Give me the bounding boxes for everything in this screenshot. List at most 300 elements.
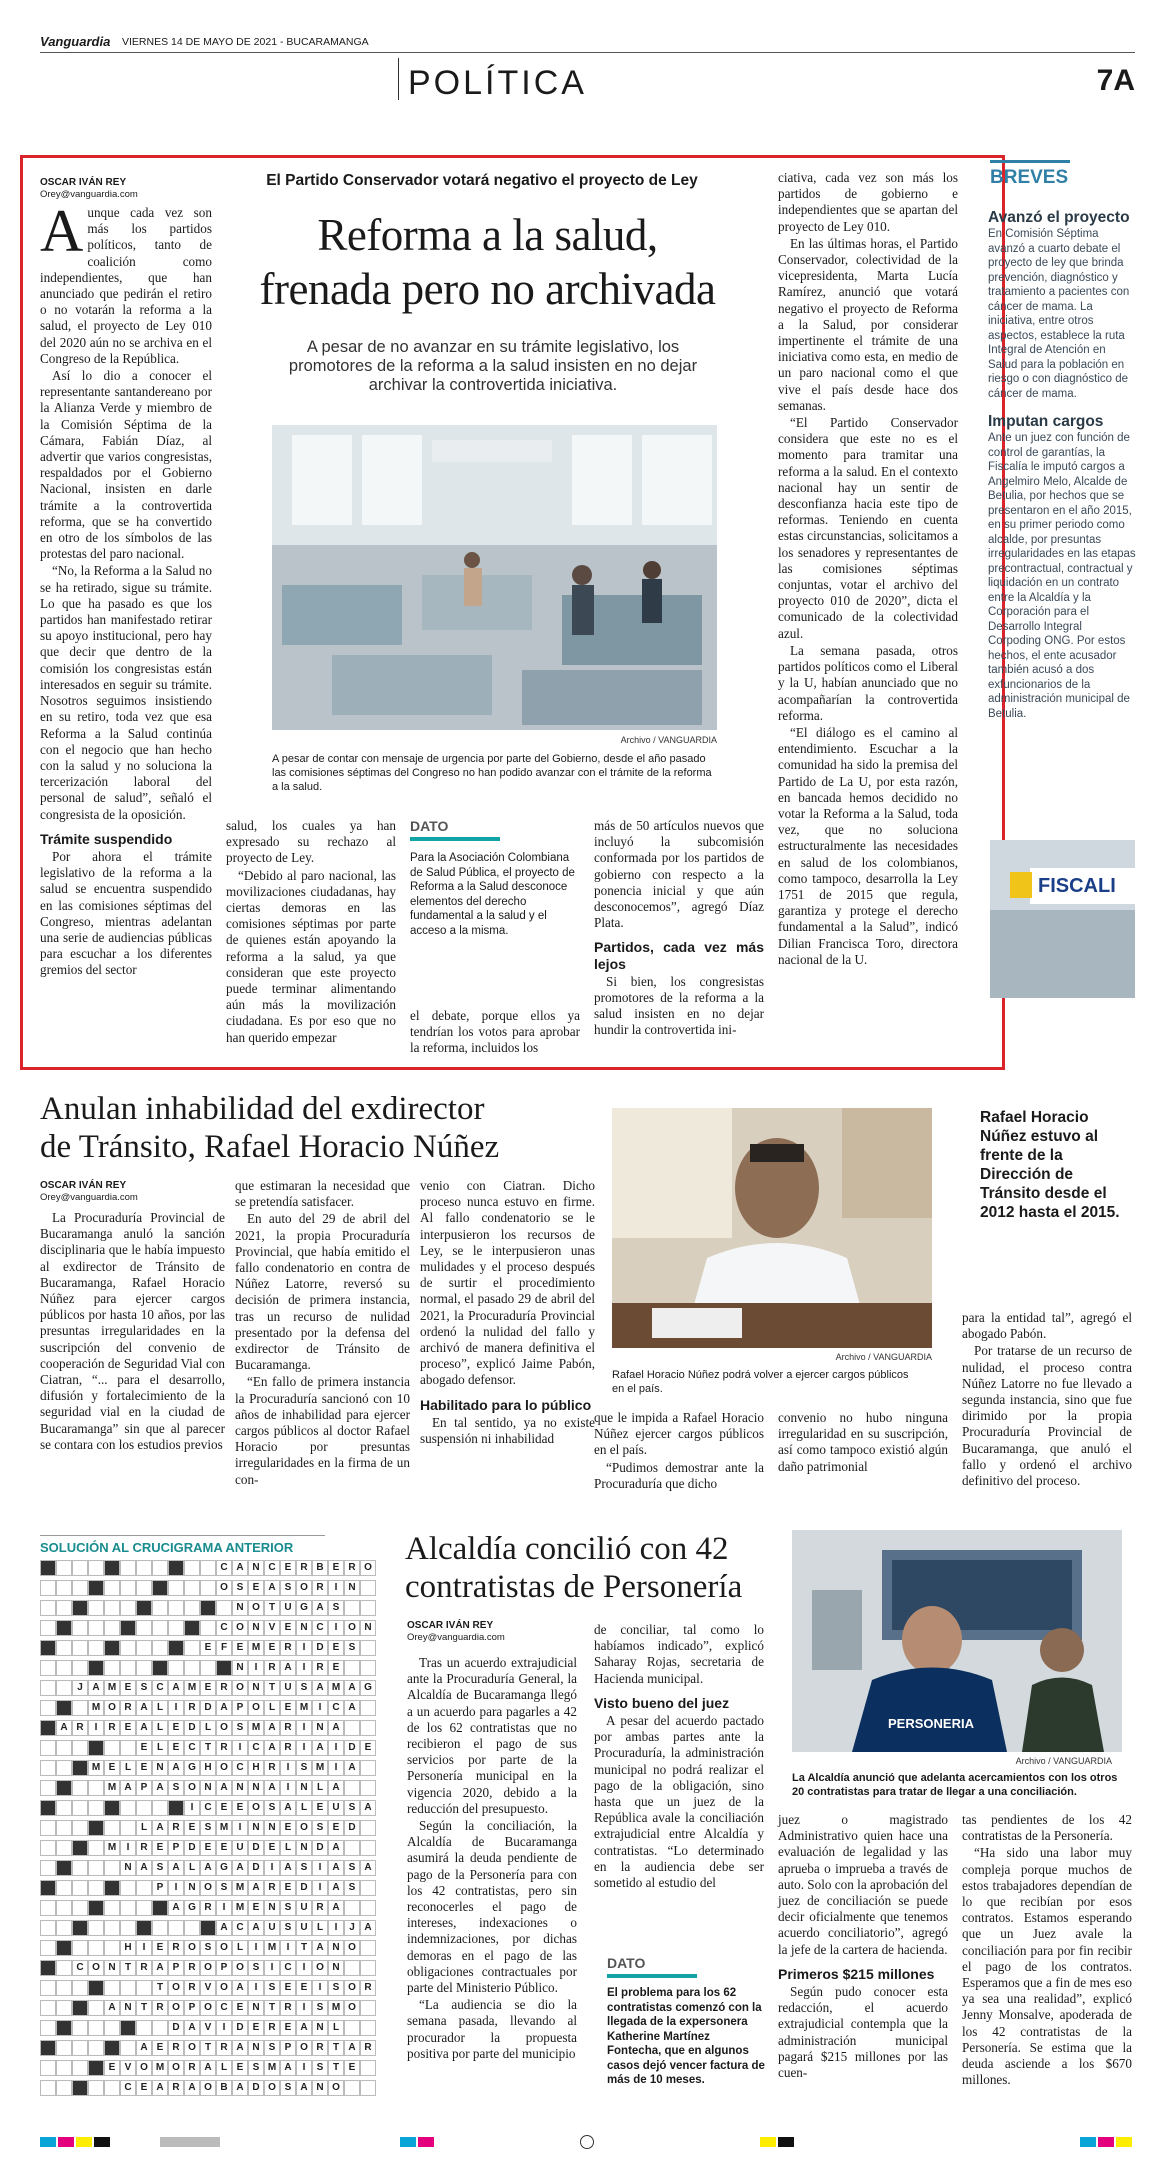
crossword-cell: C — [216, 2000, 232, 2016]
hospital-ward-image — [272, 425, 717, 730]
crossword-cell — [56, 1600, 72, 1616]
crossword-cell: L — [200, 1720, 216, 1736]
crossword-cell — [40, 1620, 56, 1636]
crossword-cell — [120, 1880, 136, 1896]
crossword-cell — [56, 1900, 72, 1916]
crossword-cell: E — [152, 1840, 168, 1856]
crossword-cell: M — [248, 1720, 264, 1736]
crossword-cell: N — [184, 1880, 200, 1896]
crossword-cell: O — [184, 1940, 200, 1956]
crossword-cell: E — [264, 1640, 280, 1656]
crossword-cell: E — [248, 2020, 264, 2036]
crossword-cell: G — [296, 1600, 312, 1616]
crossword-cell — [360, 1820, 376, 1836]
crossword-cell: E — [232, 2000, 248, 2016]
crossword-cell: D — [248, 1840, 264, 1856]
crossword-cell: I — [328, 1760, 344, 1776]
crossword-cell: M — [328, 2000, 344, 2016]
crossword-cell: S — [232, 1720, 248, 1736]
crossword-cell: I — [328, 1740, 344, 1756]
crossword-cell: O — [216, 1940, 232, 1956]
story1-kicker: El Partido Conservador votará negativo el proyecto de Ley — [266, 172, 698, 189]
crossword-cell: O — [328, 2080, 344, 2096]
brief-title: Imputan cargos — [988, 413, 1104, 430]
crossword-cell: N — [152, 1760, 168, 1776]
crossword-cell: E — [328, 1820, 344, 1836]
crossword-cell: A — [232, 1980, 248, 1996]
crossword-cell: L — [136, 1820, 152, 1836]
crossword-cell — [344, 2020, 360, 2036]
crossword-cell: A — [296, 2080, 312, 2096]
crossword-cell: E — [120, 1680, 136, 1696]
crossword-cell — [152, 1660, 168, 1676]
story3-column-4 — [962, 1812, 1132, 2089]
crossword-cell: U — [280, 1680, 296, 1696]
crossword-cell — [360, 1960, 376, 1976]
vest-text: PERSONERIA — [888, 1716, 974, 1731]
story1-column-4 — [594, 818, 764, 1040]
crossword-cell: R — [344, 1560, 360, 1576]
crossword-cell — [56, 1960, 72, 1976]
crossword-cell — [104, 1800, 120, 1816]
portrait-image — [612, 1108, 932, 1348]
crossword-cell — [56, 1620, 72, 1636]
crossword-cell: O — [232, 1680, 248, 1696]
story1-column-2 — [226, 818, 396, 1047]
crossword-cell: O — [296, 1580, 312, 1596]
crossword-cell — [360, 1780, 376, 1796]
crossword-cell: O — [184, 1780, 200, 1796]
crossword-cell — [104, 1940, 120, 1956]
crossword-cell — [120, 2040, 136, 2056]
crossword-cell: A — [216, 1780, 232, 1796]
paragraph: “El diálogo es el camino al entendimiento. Escuchar a la comunidad ha sido la premisa del Partido de La U, por esta razón, en bancada hemos decidido no votar la Reforma a la Salud, toda vez, que no soluciona estructuralmente las necesidades en salud de los colombianos, como tampoco, desarrolla la Ley 1751 de 2015 que regula, garantiza y protege el derecho fundamental a la Salud”, indicó Dilian Francisca Toro, directora nacional de la U. — [778, 724, 958, 967]
crossword-cell: P — [152, 1880, 168, 1896]
crossword-cell — [72, 1980, 88, 1996]
crossword-cell: N — [328, 1960, 344, 1976]
pullquote: Rafael Horacio Núñez estuvo al frente de la Dirección de Tránsito desde el 2012 hasta el 2015. — [980, 1109, 1120, 1221]
header-rule — [40, 52, 1135, 53]
crossword-cell: N — [248, 1620, 264, 1636]
crossword-cell — [120, 1900, 136, 1916]
crossword-cell: G — [216, 1860, 232, 1876]
crossword-cell: T — [328, 2060, 344, 2076]
dato-label: DATO — [410, 818, 500, 841]
crossword-cell: M — [232, 1900, 248, 1916]
section-divider — [398, 58, 399, 100]
crossword-cell — [72, 1780, 88, 1796]
crossword-cell: A — [152, 2080, 168, 2096]
crossword-cell: T — [120, 1960, 136, 1976]
crossword-cell: I — [232, 1820, 248, 1836]
personeria-photo — [792, 1530, 1122, 1752]
fiscalia-sign: FISCALI — [1030, 868, 1135, 904]
headline-line-2: contratistas de Personería — [405, 1569, 743, 1605]
crossword-cell: H — [248, 1760, 264, 1776]
brief-text: Ante un juez con función de control de garantías, la Fiscalía le imputó cargos a Angelmiro Melo, Alcalde de Betulia, por hechos que se presentaron en el año 2015, en su primer periodo como alcalde, por presuntas irregularidades en las etapas precontractual, contractual y liquidación en un contrato entre la Alcaldía y la Corporación para el Desarrollo Integral Corpoding ONG. Por estos hechos, el ente acusador también acusó a dos exfuncionarios de la administración municipal de Betulia. — [988, 432, 1136, 720]
crossword-cell: I — [168, 1700, 184, 1716]
crossword-cell: N — [328, 1940, 344, 1956]
crossword-cell: E — [280, 1620, 296, 1636]
crossword-cell: C — [264, 1560, 280, 1576]
crossword-cell — [360, 2080, 376, 2096]
crossword-cell: D — [344, 1820, 360, 1836]
crossword-cell: R — [184, 1960, 200, 1976]
crossword-cell — [120, 1800, 136, 1816]
crossword-cell: N — [264, 1820, 280, 1836]
crossword-cell — [120, 1740, 136, 1756]
crossword-cell: N — [312, 1720, 328, 1736]
crossword-cell: S — [344, 1880, 360, 1896]
crossword-cell: I — [296, 1640, 312, 1656]
crossword-cell: E — [296, 1980, 312, 1996]
crossword-cell: D — [168, 2020, 184, 2036]
crossword-cell: O — [360, 1560, 376, 1576]
crossword-cell — [40, 1700, 56, 1716]
crossword-cell — [168, 1640, 184, 1656]
crossword-cell: D — [184, 1840, 200, 1856]
crossword-cell — [104, 1980, 120, 1996]
crossword-cell: V — [200, 2020, 216, 2036]
crossword-cell — [200, 1560, 216, 1576]
crossword-cell — [120, 1920, 136, 1936]
crossword-cell — [72, 1900, 88, 1916]
crossword-cell: I — [248, 1660, 264, 1676]
crossword-cell: U — [328, 1800, 344, 1816]
crossword-cell: P — [280, 2040, 296, 2056]
crossword-cell: I — [88, 1720, 104, 1736]
crossword-cell — [152, 2020, 168, 2036]
photo-caption: La Alcaldía anunció que adelanta acercamientos con los otros 20 contratistas para tratar de llegar a una conciliación. — [792, 1772, 1118, 1798]
crossword-cell: N — [232, 1780, 248, 1796]
crossword-cell: O — [200, 2080, 216, 2096]
crossword-cell: R — [264, 1660, 280, 1676]
crossword-cell: R — [264, 1880, 280, 1896]
crossword-cell: R — [280, 1640, 296, 1656]
crossword-cell — [88, 2020, 104, 2036]
crossword-cell: T — [200, 1740, 216, 1756]
crossword-cell — [200, 1620, 216, 1636]
crossword-cell: I — [296, 1740, 312, 1756]
crossword-cell: L — [296, 1800, 312, 1816]
headline-line-2: frenada pero no archivada — [259, 264, 716, 314]
crossword-cell — [360, 2060, 376, 2076]
crossword-cell: A — [344, 1680, 360, 1696]
crossword-cell — [104, 2040, 120, 2056]
crossword-cell: D — [296, 1880, 312, 1896]
crossword-cell — [88, 1980, 104, 1996]
paragraph: En las últimas horas, el Partido Conservador, colectividad de la vicepresidenta, Marta Lucía Ramírez, anunció que votará negativo el proyecto de Reforma a la Salud, por considerar impertinente el trámite de una iniciativa como esta, en medio de un paro nacional como el que vive el país desde hace dos semanas. — [778, 235, 958, 413]
crossword-cell: T — [264, 1680, 280, 1696]
crossword-cell: C — [328, 1700, 344, 1716]
crossword-cell: N — [248, 1780, 264, 1796]
crossword-cell: M — [328, 1680, 344, 1696]
crossword-cell: E — [328, 1660, 344, 1676]
crossword-cell: R — [136, 1840, 152, 1856]
crossword-cell: S — [280, 1900, 296, 1916]
crossword-cell — [72, 1760, 88, 1776]
crossword-cell — [72, 1800, 88, 1816]
dato-box — [410, 818, 580, 938]
crossword-cell: I — [312, 1860, 328, 1876]
brief-title: Avanzó el proyecto — [988, 209, 1130, 226]
crossword-cell: S — [312, 2000, 328, 2016]
story2-byline — [40, 1180, 138, 1204]
crossword-cell: A — [88, 1680, 104, 1696]
crossword-cell: A — [344, 1700, 360, 1716]
crossword-cell — [56, 2040, 72, 2056]
color-patch — [94, 2137, 110, 2147]
crossword-cell — [344, 1720, 360, 1736]
crossword-cell: E — [232, 2060, 248, 2076]
crossword-cell: L — [152, 1720, 168, 1736]
crossword-cell — [104, 1900, 120, 1916]
crossword-cell: E — [312, 1800, 328, 1816]
crossword-cell — [216, 1660, 232, 1676]
crossword-cell: A — [328, 1860, 344, 1876]
crossword-cell: A — [264, 1780, 280, 1796]
crossword-cell: E — [136, 2080, 152, 2096]
crossword-cell: H — [200, 1760, 216, 1776]
photo-credit: Archivo / VANGUARDIA — [1015, 1756, 1112, 1766]
crossword-cell — [56, 1780, 72, 1796]
crossword-cell: I — [280, 1940, 296, 1956]
crossword-cell: L — [280, 1840, 296, 1856]
crossword-cell — [344, 1960, 360, 1976]
crossword-cell — [136, 1600, 152, 1616]
crossword-cell: O — [216, 1980, 232, 1996]
crossword-cell: L — [152, 1700, 168, 1716]
crossword-cell: N — [296, 1840, 312, 1856]
crossword-cell: E — [168, 1720, 184, 1736]
crossword-cell — [40, 1560, 56, 1576]
crossword-cell: C — [216, 1620, 232, 1636]
crossword-cell: R — [264, 2020, 280, 2036]
crossword-cell: N — [248, 1820, 264, 1836]
crossword-cell: D — [312, 1840, 328, 1856]
crossword-cell — [72, 1660, 88, 1676]
crossword-cell — [56, 2020, 72, 2036]
crossword-cell — [120, 1600, 136, 1616]
crossword-cell: S — [200, 1940, 216, 1956]
crossword-cell — [344, 1780, 360, 1796]
breves-sidebar — [988, 160, 1138, 721]
crossword-cell — [184, 1620, 200, 1636]
crossword-cell: L — [312, 1920, 328, 1936]
crossword-cell — [56, 2080, 72, 2096]
crossword-cell: A — [344, 1760, 360, 1776]
crossword-cell — [40, 2080, 56, 2096]
crossword-cell — [40, 1860, 56, 1876]
crossword-cell: H — [120, 1940, 136, 1956]
crossword-cell — [200, 1920, 216, 1936]
crossword-cell: A — [200, 1860, 216, 1876]
paragraph: juez o magistrado Administrativo quien hace una evaluación de legalidad y las aprueba o imprueba a través de auto. Solo con la aprobación del juez de conciliación se puede decir oficialmente que tenemos acuerdo conciliatorio”, agregó la jefe de la cartera de hacienda. — [778, 1812, 948, 1957]
crossword-cell: R — [184, 1980, 200, 1996]
crossword-cell: E — [280, 1980, 296, 1996]
crossword-cell: A — [280, 1860, 296, 1876]
crossword-cell: O — [296, 1820, 312, 1836]
crossword-cell — [136, 1640, 152, 1656]
crossword-cell — [344, 1600, 360, 1616]
crossword-cell — [72, 1640, 88, 1656]
crossword-cell — [72, 1820, 88, 1836]
crossword-cell: S — [136, 1680, 152, 1696]
crossword-cell: I — [168, 1880, 184, 1896]
crossword-cell: A — [328, 1720, 344, 1736]
crossword-cell — [184, 1580, 200, 1596]
crossword-cell: A — [168, 1760, 184, 1776]
paragraph: Así lo dio a conocer el representante santandereano por la Alianza Verde y miembro de la Comisión Séptima de la Cámara, Fabián Díaz, al advertir que varios congresistas, respaldados por el Gobierno Nacional, insisten en darle trámite a la controvertida reforma, que se ha convertido en otro de los símbolos de las protestas del paro nacional. — [40, 368, 212, 562]
crossword-cell — [40, 1980, 56, 1996]
crossword-cell: N — [344, 1580, 360, 1596]
crossword-cell: T — [264, 2000, 280, 2016]
crossword-cell: R — [216, 2040, 232, 2056]
crossword-cell: E — [136, 1740, 152, 1756]
crossword-cell: P — [168, 1960, 184, 1976]
crossword-cell — [200, 1580, 216, 1596]
crossword-cell: E — [104, 2060, 120, 2076]
crossword-cell — [344, 2080, 360, 2096]
crossword-cell: M — [264, 1940, 280, 1956]
subhead: Visto bueno del juez — [594, 1694, 730, 1711]
crossword-cell: R — [120, 1700, 136, 1716]
color-patch — [1080, 2137, 1096, 2147]
crossword-cell: U — [296, 1900, 312, 1916]
crossword-cell: C — [120, 2080, 136, 2096]
crossword-cell — [40, 1800, 56, 1816]
crossword-cell: A — [136, 1700, 152, 1716]
story2-column-5 — [778, 1410, 948, 1476]
crossword-cell: J — [344, 1920, 360, 1936]
crossword-cell: P — [184, 2000, 200, 2016]
crossword-cell — [40, 1940, 56, 1956]
crossword-cell: A — [152, 1960, 168, 1976]
crossword-cell: E — [152, 1940, 168, 1956]
author-name: OSCAR IVÁN REY — [407, 1620, 494, 1631]
crossword-cell — [40, 1840, 56, 1856]
crossword-cell: S — [296, 1760, 312, 1776]
crossword-cell: R — [264, 1760, 280, 1776]
crossword-cell: A — [328, 1780, 344, 1796]
crossword-cell: A — [360, 1800, 376, 1816]
crossword-cell — [40, 1780, 56, 1796]
crossword-cell: I — [136, 1940, 152, 1956]
crossword-cell: V — [264, 1620, 280, 1636]
crossword-cell — [40, 1880, 56, 1896]
crossword-cell: L — [232, 1940, 248, 1956]
crossword-cell: S — [168, 1780, 184, 1796]
photo-credit: Archivo / VANGUARDIA — [835, 1352, 932, 1362]
crossword-cell: E — [152, 2040, 168, 2056]
crossword-cell — [40, 2040, 56, 2056]
crossword-cell — [360, 1840, 376, 1856]
crossword-cell — [360, 1600, 376, 1616]
crossword-cell: E — [232, 1800, 248, 1816]
crossword-cell: S — [328, 1600, 344, 1616]
crossword-cell: R — [280, 1720, 296, 1736]
crossword-cell: S — [280, 1920, 296, 1936]
crossword-cell — [88, 1880, 104, 1896]
crossword-cell — [104, 1600, 120, 1616]
crossword-cell — [360, 1940, 376, 1956]
paragraph: “No, la Reforma a la Salud no se ha retirado, sigue su trámite. Lo que ha pasado es que los partidos han manifestado retirar su apoyo institucional, pero hay que decir que dentro de la comisión los congresistas están interesados en seguir su trámite. Nosotros seguimos insistiendo en su retiro, toda vez que esa Reforma a la Salud continúa con el negocio que han hecho con la salud y no soluciona la tercerización laboral del personal de salud”, señaló el congresista de la oposición. — [40, 563, 212, 822]
crossword-cell: A — [216, 1920, 232, 1936]
crossword-cell — [88, 2000, 104, 2016]
crossword-cell: O — [232, 1960, 248, 1976]
crossword-cell — [136, 2020, 152, 2036]
color-patch — [76, 2137, 92, 2147]
crossword-cell: L — [328, 2020, 344, 2036]
crossword-cell: R — [296, 1560, 312, 1576]
crossword-cell — [88, 1820, 104, 1836]
crossword-cell — [56, 1580, 72, 1596]
crossword-cell — [72, 1880, 88, 1896]
headline-line-1: Alcaldía concilió con 42 — [405, 1531, 729, 1567]
paragraph: venio con Ciatran. Dicho proceso nunca estuvo en firme. Al fallo condenatorio se le interpusieron los recursos de Ley, se le interpusieron unas mulidades y el proceso después de surtir el procedimiento normal, el pasado 29 de abril del 2021, la Procuraduría Provincial ordenó la nulidad del fallo y archivó de manera definitiva el proceso”, explicó Jaime Pabón, abogado defensor. — [420, 1178, 595, 1388]
crossword-cell — [136, 1560, 152, 1576]
crossword-cell — [56, 1640, 72, 1656]
crossword-cell — [168, 1600, 184, 1616]
crossword-cell — [88, 1740, 104, 1756]
crossword-cell — [88, 1600, 104, 1616]
crossword-cell: U — [296, 1920, 312, 1936]
paragraph: Tras un acuerdo extrajudicial ante la Procuraduría General, la Alcaldía de Bucaramanga llegó a un acuerdo para pagarles a 42 de los 62 contratistas que no recibieron el pago de sus servicios por parte de la Personería municipal en la vigencia 2020, debido a la reducción del presupuesto. — [407, 1655, 577, 1816]
photo-caption: Rafael Horacio Núñez podrá volver a ejercer cargos públicos en el país. — [612, 1369, 909, 1395]
crossword-cell: A — [136, 2040, 152, 2056]
color-patch — [58, 2137, 74, 2147]
story3-column-1 — [407, 1655, 577, 2063]
crossword-cell: A — [152, 1780, 168, 1796]
crossword-cell: R — [280, 1740, 296, 1756]
crossword-cell: S — [296, 1680, 312, 1696]
crossword-cell — [72, 1600, 88, 1616]
crossword-cell: A — [248, 1920, 264, 1936]
crossword-cell — [72, 1920, 88, 1936]
crossword-cell: S — [344, 1640, 360, 1656]
crossword-cell: S — [264, 2040, 280, 2056]
crossword-cell — [88, 1580, 104, 1596]
crossword-cell — [72, 1940, 88, 1956]
crossword-cell: A — [264, 1720, 280, 1736]
crossword-cell: B — [216, 2080, 232, 2096]
crossword-cell: I — [296, 1960, 312, 1976]
crossword-cell — [40, 1720, 56, 1736]
crossword-cell — [56, 1860, 72, 1876]
crossword-cell — [360, 1640, 376, 1656]
crossword-cell: R — [280, 2000, 296, 2016]
crossword-cell: C — [216, 1560, 232, 1576]
crossword-cell: I — [280, 1760, 296, 1776]
headline-line-2: de Tránsito, Rafael Horacio Núñez — [40, 1129, 500, 1165]
story1-column-5 — [778, 170, 958, 969]
subhead: Primeros $215 millones — [778, 1965, 935, 1982]
crossword-cell: I — [296, 2060, 312, 2076]
crossword-cell: S — [216, 1880, 232, 1896]
crossword-cell — [344, 1660, 360, 1676]
paragraph: para la entidad tal”, agregó el abogado Pabón. — [962, 1310, 1132, 1342]
crossword-cell — [88, 1660, 104, 1676]
author-email: Orey@vanguardia.com — [40, 1192, 138, 1203]
crossword-cell: I — [184, 1800, 200, 1816]
paragraph: convenio no hubo ninguna irregularidad en su suscripción, así como tampoco existió algún daño patrimonial — [778, 1410, 948, 1474]
crossword-cell: E — [200, 1680, 216, 1696]
crossword-cell — [40, 2000, 56, 2016]
crossword-cell: I — [296, 2000, 312, 2016]
crossword-cell: I — [328, 1920, 344, 1936]
color-patch — [1116, 2137, 1132, 2147]
crossword-cell: A — [216, 1700, 232, 1716]
